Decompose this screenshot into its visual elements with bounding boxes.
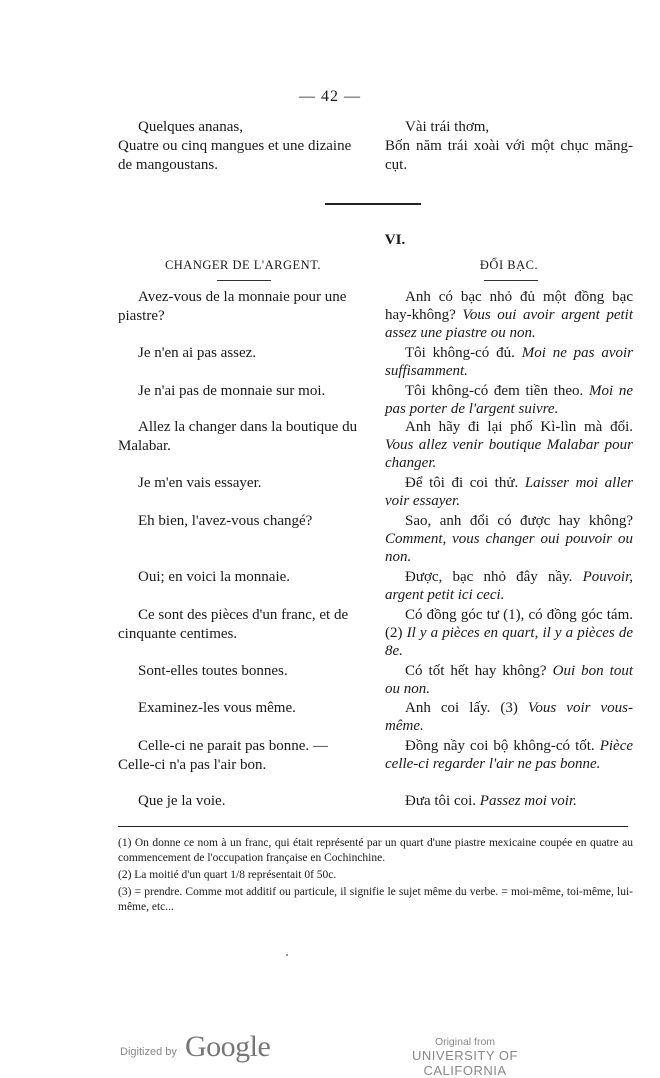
vietnamese-text: Anh có bạc nhỏ đủ một đồng bạc hay-không? (385, 289, 633, 323)
french-line: Ce sont des pièces d'un franc, et de cinquante centimes. (118, 607, 349, 642)
footnote: (1) On donne ce nom à un franc, qui était représenté par un quart d'une piastre mexicaine coupée en quatre au commencement de l'occupation française en Cochinchine. (118, 837, 633, 864)
literal-translation: Passez moi voir. (479, 793, 577, 809)
section-divider (325, 203, 421, 205)
literal-translation: Moi ne pas avoir suffisamment. (385, 345, 634, 379)
vietnamese-text: Được, bạc nhỏ đây nầy. (405, 569, 573, 585)
vietnamese-line (385, 344, 633, 380)
section-title-vietnamese: ĐỔI BẠC. (479, 258, 539, 272)
print-speck (286, 954, 288, 956)
french-line: Allez la changer dans la boutique du Malabar. (118, 419, 358, 454)
heading-rule-right (484, 280, 538, 281)
vietnamese-text: Tôi không-có đem tiền theo. (405, 383, 584, 399)
french-line: Examinez-les vous même. (138, 700, 296, 716)
vietnamese-text: Có tốt hết hay không? (405, 663, 547, 679)
vietnamese-line (385, 662, 633, 698)
vietnamese-line (385, 568, 633, 604)
original-from-label: Original from (434, 1036, 496, 1048)
vietnamese-line (385, 474, 633, 510)
french-line: Je n'en ai pas assez. (138, 345, 257, 361)
literal-translation: Laisser moi aller voir essayer. (385, 475, 633, 509)
digitized-by-label: Digitized by (120, 1046, 177, 1058)
literal-translation: Moi ne pas porter de l'argent suivre. (385, 383, 633, 417)
literal-translation: Pouvoir, argent petit ici ceci. (385, 569, 633, 603)
vietnamese-text: Để tôi đi coi thử. (405, 475, 519, 491)
intro-vietnamese: Vài trái thơm, Bốn năm trái xoài với một chục măng-cụt. (385, 119, 633, 173)
intro-french: Quelques ananas, Quatre ou cinq mangues et une dizaine de mangoustans. (118, 119, 352, 173)
french-line: Je n'ai pas de monnaie sur moi. (138, 383, 326, 399)
french-line: Oui; en voici la monnaie. (138, 569, 291, 585)
literal-translation: Vous oui avoir argent petit assez une piastre ou non. (385, 307, 634, 341)
footnote-rule (118, 826, 628, 827)
french-line: Sont-elles toutes bonnes. (138, 663, 288, 679)
vietnamese-line (385, 699, 633, 735)
vietnamese-line (385, 512, 633, 566)
vietnamese-line (385, 792, 633, 810)
french-line: Je m'en vais essayer. (138, 475, 262, 491)
footnote: (2) La moitié d'un quart 1/8 représentait 0f 50c. (118, 869, 337, 881)
literal-translation: Oui bon tout ou non. (385, 663, 634, 697)
literal-translation: Pièce celle-ci regarder l'air ne pas bonne. (385, 738, 634, 772)
vietnamese-text: Anh hãy đi lại phố Kì-lìn mà đổi. (405, 419, 633, 435)
vietnamese-text: Sao, anh đổi có được hay không? (405, 513, 633, 529)
literal-translation: Vous allez venir boutique Malabar pour changer. (385, 437, 633, 471)
literal-translation: Vous voir vous-même. (385, 700, 633, 734)
vietnamese-line (385, 737, 633, 773)
french-line: Celle-ci ne parait pas bonne. — Celle-ci n'a pas l'air bon. (118, 738, 328, 773)
footnotes (118, 836, 633, 917)
vietnamese-text: Anh coi lấy. (3) (405, 700, 518, 716)
vietnamese-line (385, 382, 633, 418)
vietnamese-line (385, 418, 633, 472)
vietnamese-text: Đưa tôi coi. (405, 793, 477, 809)
section-number: VI. (384, 232, 406, 248)
page-number: — 42 — (299, 88, 361, 105)
heading-rule-left (217, 280, 271, 281)
university-label: UNIVERSITY OF CALIFORNIA (412, 1048, 518, 1078)
section-title-french: CHANGER DE L'ARGENT. (164, 258, 322, 272)
footnote: (3) = prendre. Comme mot additif ou particule, il signifie le sujet même du verbe. = moi-même, toi-même, lui-même, etc... (118, 886, 633, 913)
french-line: Eh bien, l'avez-vous changé? (138, 513, 313, 529)
vietnamese-text: Có đồng góc tư (1), có đồng góc tám. (2) (385, 607, 633, 641)
vietnamese-text: Đồng nầy coi bộ không-có tốt. (405, 738, 595, 754)
origin-watermark (380, 1036, 550, 1078)
french-line: Que je la voie. (138, 793, 226, 809)
literal-translation: Comment, vous changer oui pouvoir ou non. (385, 531, 633, 565)
vietnamese-text: Tôi không-có đủ. (405, 345, 515, 361)
vietnamese-line (385, 606, 633, 660)
google-logo: Google (185, 1030, 271, 1063)
vietnamese-line (385, 288, 633, 342)
french-line: Avez-vous de la monnaie pour une piastre? (118, 289, 347, 324)
literal-translation: Il y a pièces en quart, il y a pièces de 8e. (385, 625, 633, 659)
